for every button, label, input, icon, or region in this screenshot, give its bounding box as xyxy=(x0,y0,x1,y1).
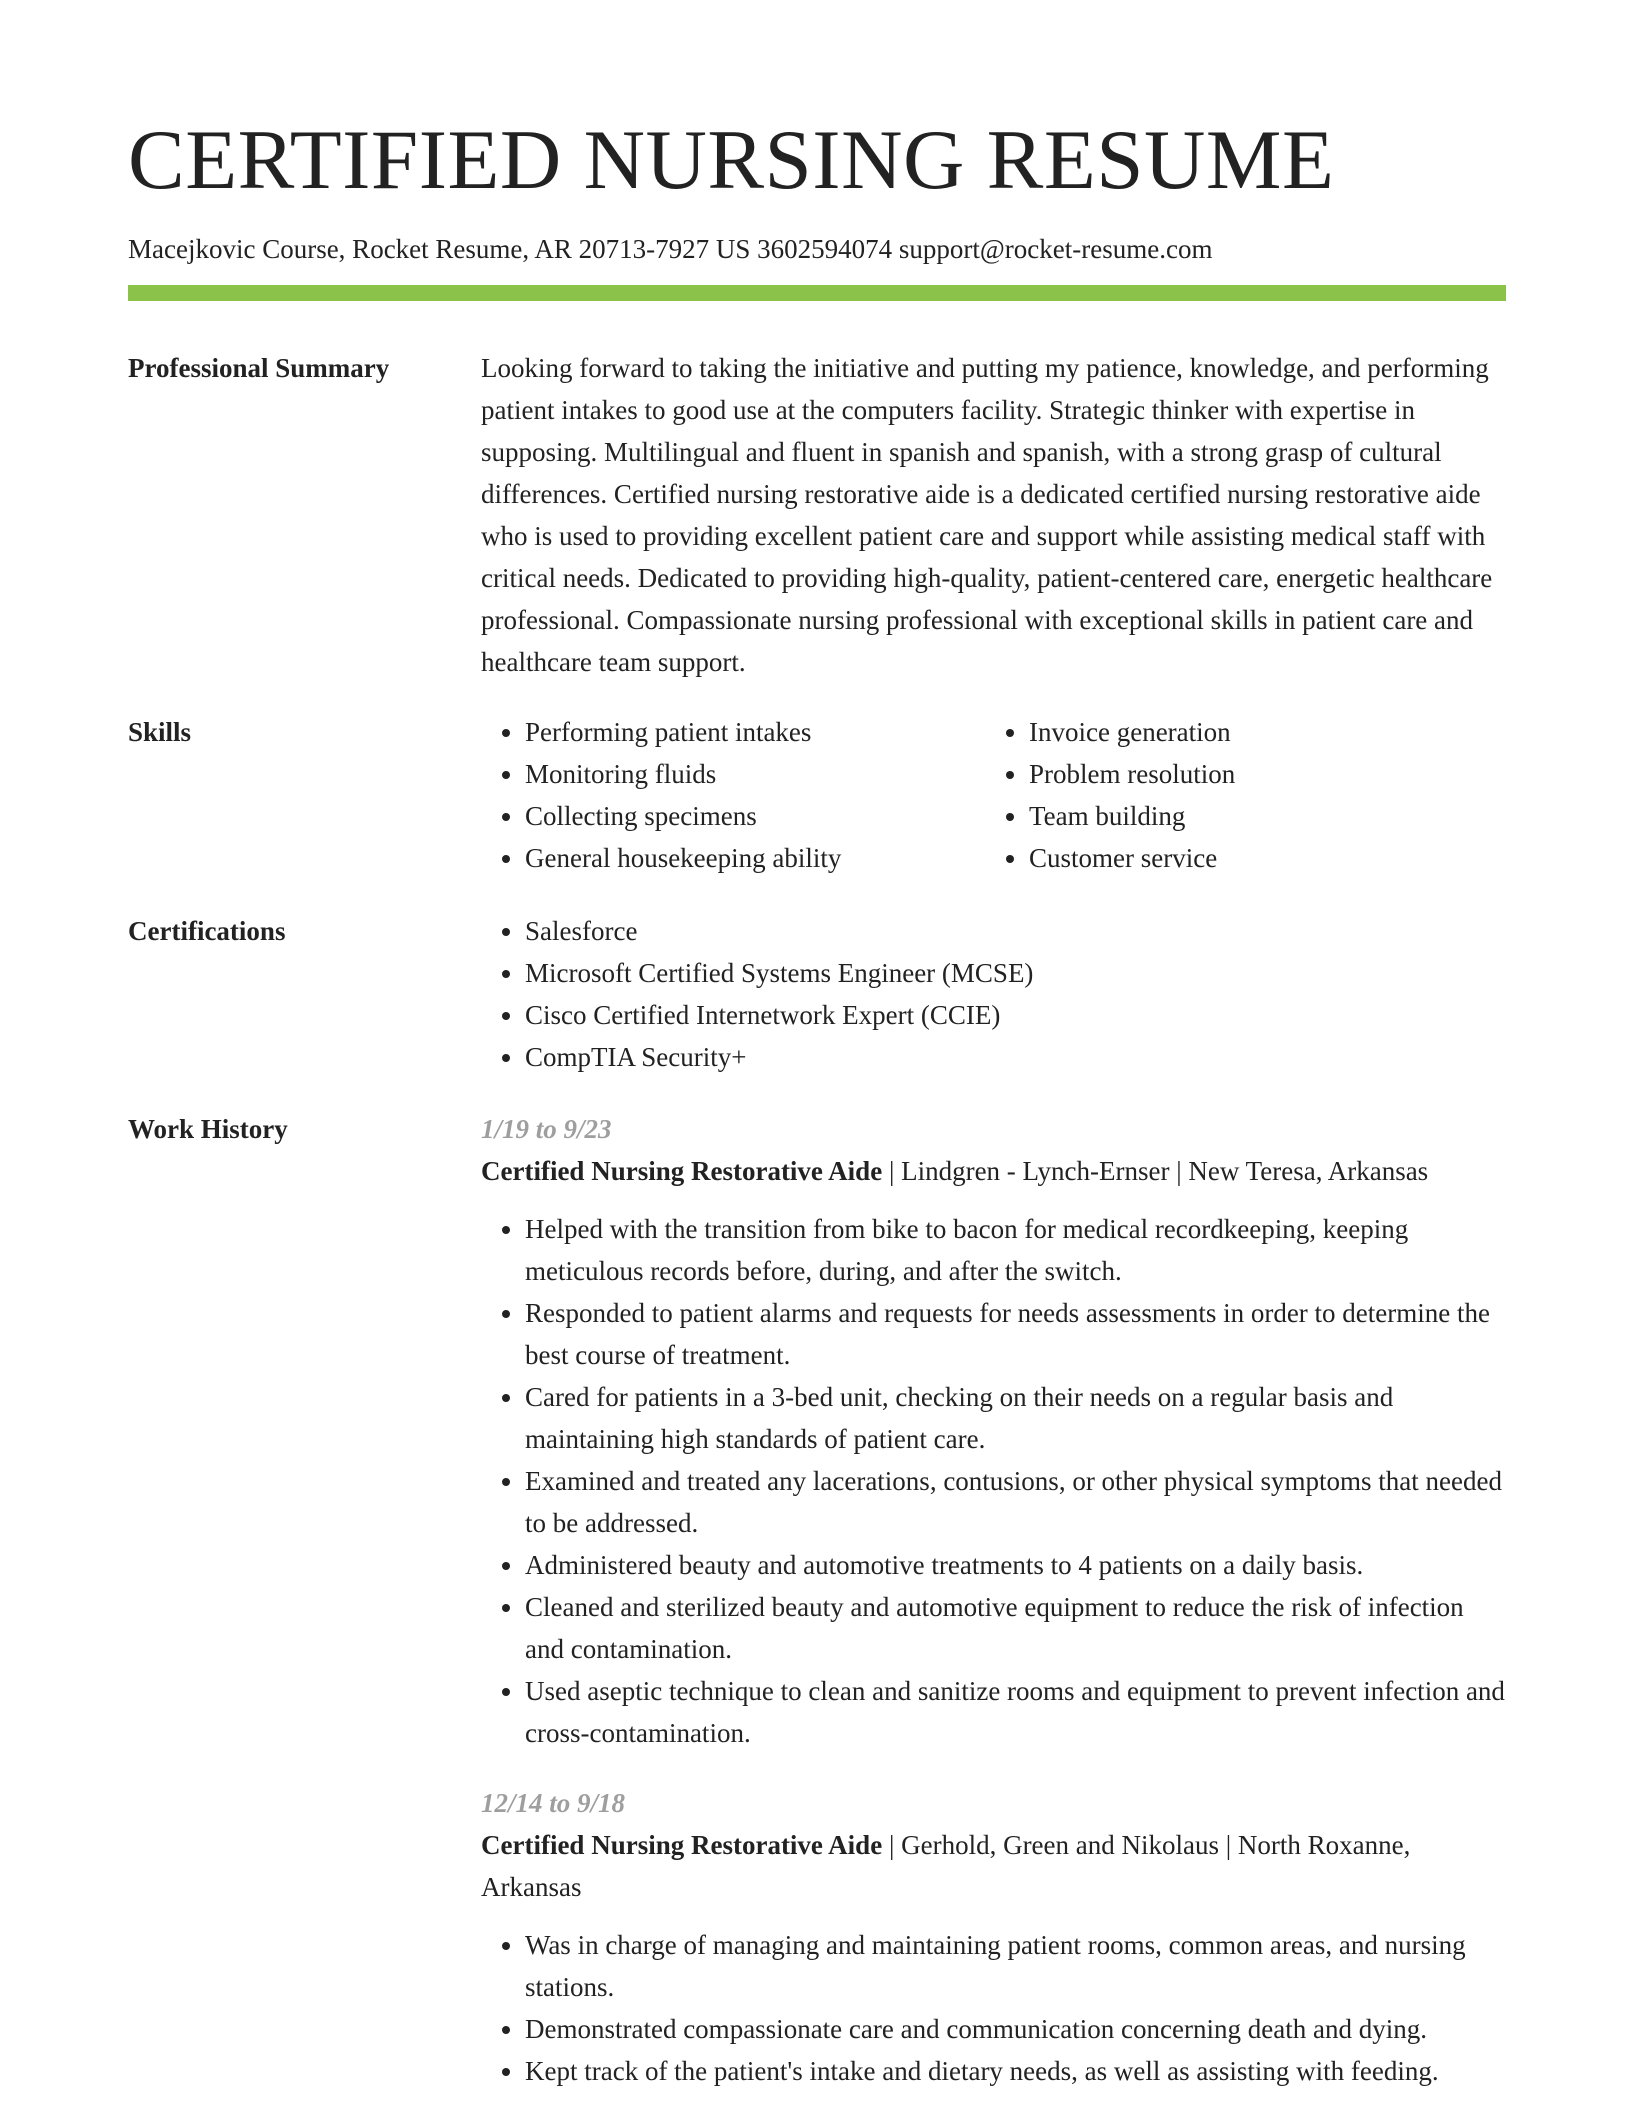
certifications-list xyxy=(481,910,1506,1078)
skills-list-left xyxy=(481,711,985,879)
job-details: | Lindgren - Lynch-Ernser | New Teresa, Arkansas xyxy=(882,1156,1429,1186)
skill-item: • Customer service xyxy=(1029,837,1549,879)
job-bullet: • Was in charge of managing and maintaining patient rooms, common areas, and nursing stations. xyxy=(525,1924,1506,2008)
job-heading xyxy=(481,1150,1506,1192)
job-entry xyxy=(481,1782,1506,2092)
skill-item: • Performing patient intakes xyxy=(525,711,985,753)
resume-title: CERTIFIED NURSING RESUME xyxy=(128,113,1335,207)
job-bullet: • Administered beauty and automotive treatments to 4 patients on a daily basis. xyxy=(525,1544,1506,1586)
skills-body xyxy=(481,711,1506,879)
job-bullet: • Kept track of the patient's intake and dietary needs, as well as assisting with feeding. xyxy=(525,2050,1506,2092)
job-bullet: • Cared for patients in a 3-bed unit, checking on their needs on a regular basis and maintaining high standards of patient care. xyxy=(525,1376,1506,1460)
skill-item: • Collecting specimens xyxy=(525,795,985,837)
certification-item: • Microsoft Certified Systems Engineer (MCSE) xyxy=(525,952,1506,994)
work-history-label: Work History xyxy=(128,1114,288,1144)
job-details: | Gerhold, Green and Nikolaus | North Roxanne, Arkansas xyxy=(481,1830,1411,1902)
certifications-body xyxy=(481,910,1506,1078)
job-bullet: • Used aseptic technique to clean and sanitize rooms and equipment to prevent infection and cross-contamination. xyxy=(525,1670,1506,1754)
job-bullet: • Examined and treated any lacerations, contusions, or other physical symptoms that needed to be addressed. xyxy=(525,1460,1506,1544)
skills-list-right xyxy=(985,711,1549,879)
skill-item: • Invoice generation xyxy=(1029,711,1549,753)
header-accent-rule xyxy=(128,285,1506,301)
skill-item: • Monitoring fluids xyxy=(525,753,985,795)
job-heading xyxy=(481,1824,1506,1908)
job-bullets xyxy=(481,1924,1506,2092)
contact-line: Macejkovic Course, Rocket Resume, AR 20713-7927 US 3602594074 support@rocket-resume.com xyxy=(128,234,1213,264)
skill-item: • Problem resolution xyxy=(1029,753,1549,795)
certifications-label: Certifications xyxy=(128,916,286,946)
certification-item: • Cisco Certified Internetwork Expert (CCIE) xyxy=(525,994,1506,1036)
summary-label: Professional Summary xyxy=(128,353,390,383)
job-dates: 12/14 to 9/18 xyxy=(481,1788,626,1818)
job-entry xyxy=(481,1108,1506,1754)
job-title: Certified Nursing Restorative Aide xyxy=(481,1156,883,1186)
skills-label: Skills xyxy=(128,717,192,747)
work-history-body xyxy=(481,1108,1506,2120)
job-bullet: • Demonstrated compassionate care and communication concerning death and dying. xyxy=(525,2008,1506,2050)
job-bullets xyxy=(481,1208,1506,1754)
skill-item: • General housekeeping ability xyxy=(525,837,985,879)
summary-body xyxy=(481,347,1506,683)
certification-item: • CompTIA Security+ xyxy=(525,1036,1506,1078)
job-dates: 1/19 to 9/23 xyxy=(481,1114,612,1144)
job-bullet: • Helped with the transition from bike to bacon for medical recordkeeping, keeping meticulous records before, during, and after the switch. xyxy=(525,1208,1506,1292)
skill-item: • Team building xyxy=(1029,795,1549,837)
summary-text: Looking forward to taking the initiative and putting my patience, knowledge, and performing patient intakes to good use at the computers facility. Strategic thinker with expertise in supposing. Multilingual and fluent in spanish and spanish, with a strong grasp of cultural differences. Certified nursing restorative aide is a dedicated certified nursing restorative aide who is used to providing excellent patient care and support while assisting medical staff with critical needs. Dedicated to providing high-quality, patient-centered care, energetic healthcare professional. Compassionate nursing professional with exceptional skills in patient care and healthcare team support. xyxy=(481,353,1493,677)
certification-item: • Salesforce xyxy=(525,910,1506,952)
job-bullet: • Responded to patient alarms and requests for needs assessments in order to determine the best course of treatment. xyxy=(525,1292,1506,1376)
job-bullet: • Cleaned and sterilized beauty and automotive equipment to reduce the risk of infection and contamination. xyxy=(525,1586,1506,1670)
job-title: Certified Nursing Restorative Aide xyxy=(481,1830,883,1860)
